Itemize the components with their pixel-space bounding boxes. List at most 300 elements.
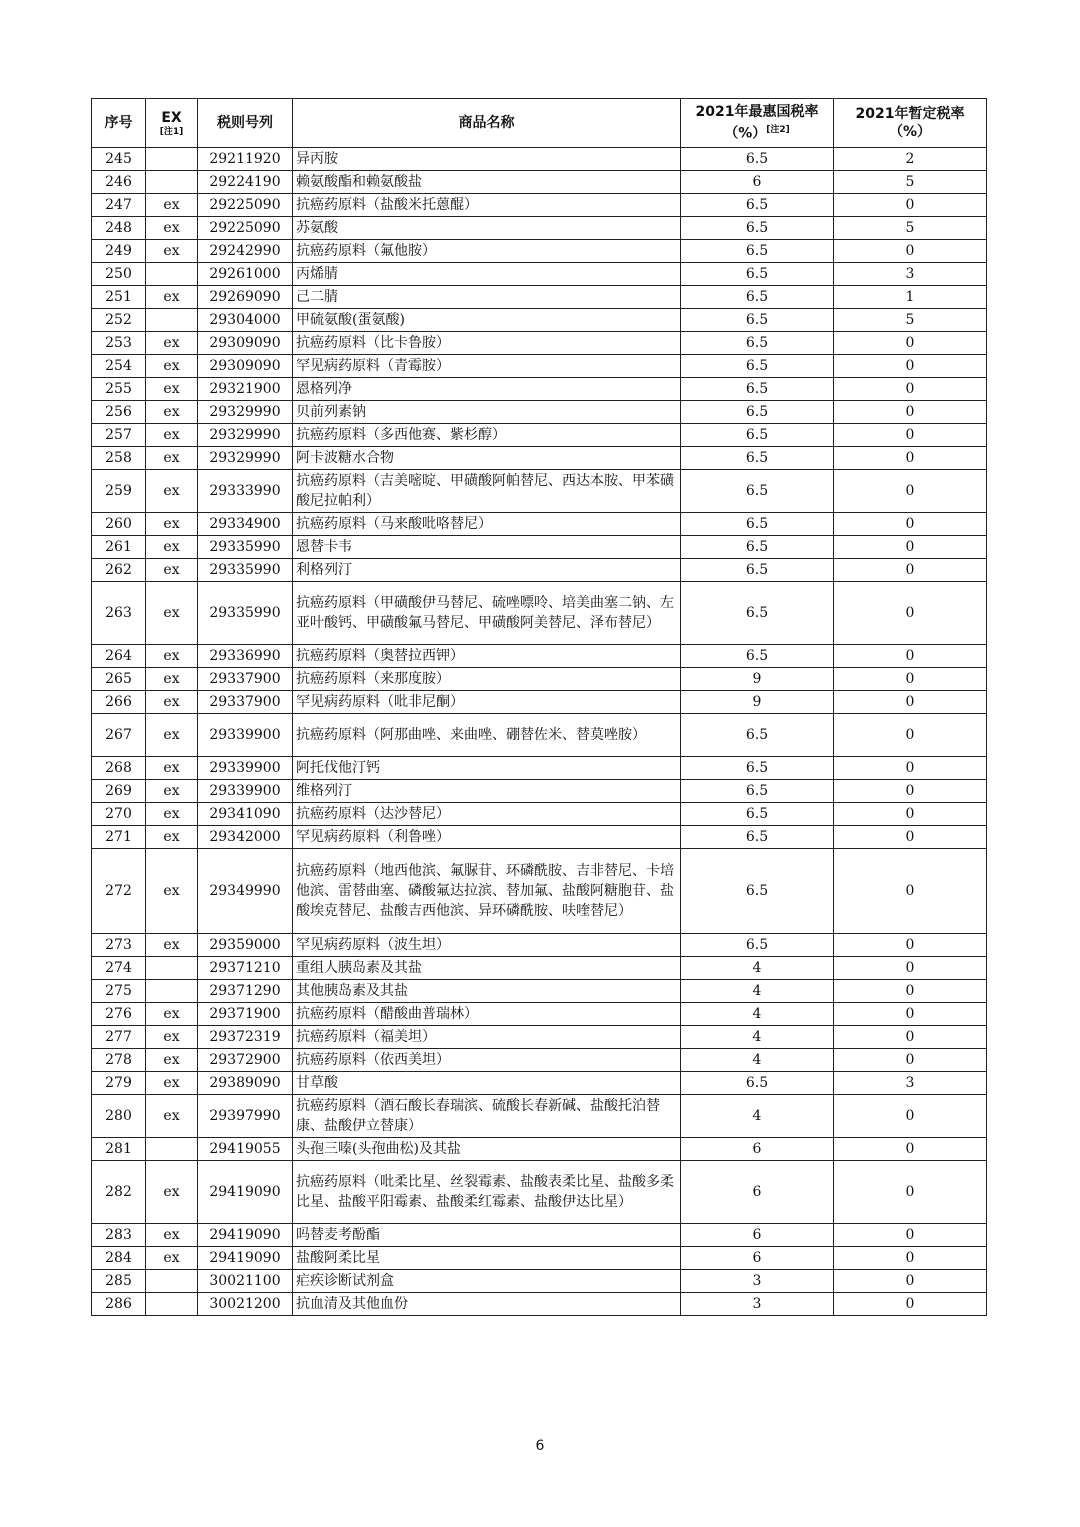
table-row [92,582,987,645]
cell-ex: ex [146,691,198,714]
cell-ex: ex [146,240,198,263]
cell-temp-rate: 0 [834,355,987,378]
cell-ex: ex [146,378,198,401]
cell-code: 29371900 [198,1003,293,1026]
table-row [92,1072,987,1095]
cell-code: 29337900 [198,668,293,691]
cell-name: 抗癌药原料（比卡鲁胺） [293,332,681,355]
cell-name: 异丙胺 [293,148,681,171]
cell-code: 29329990 [198,401,293,424]
cell-name: 抗癌药原料（达沙替尼） [293,803,681,826]
cell-ex [146,1138,198,1161]
table-row [92,286,987,309]
cell-code: 29321900 [198,378,293,401]
cell-temp-rate: 0 [834,757,987,780]
cell-name: 其他胰岛素及其盐 [293,980,681,1003]
cell-code: 29339900 [198,780,293,803]
cell-temp-rate: 5 [834,171,987,194]
cell-ex: ex [146,934,198,957]
table-row [92,378,987,401]
cell-name: 重组人胰岛素及其盐 [293,957,681,980]
cell-ex [146,148,198,171]
cell-ex: ex [146,536,198,559]
cell-seq: 247 [92,194,146,217]
cell-mfn-rate: 6.5 [681,849,834,934]
cell-temp-rate: 0 [834,957,987,980]
cell-ex [146,263,198,286]
table-row [92,668,987,691]
cell-temp-rate: 0 [834,1224,987,1247]
cell-mfn-rate: 6.5 [681,513,834,536]
table-row [92,803,987,826]
cell-code: 29341090 [198,803,293,826]
cell-code: 29309090 [198,332,293,355]
cell-mfn-rate: 6.5 [681,470,834,513]
cell-mfn-rate: 6.5 [681,263,834,286]
table-row [92,424,987,447]
cell-name: 罕见病药原料（利鲁唑） [293,826,681,849]
cell-name: 罕见病药原料（波生坦） [293,934,681,957]
mfn-note: [注2] [766,125,790,136]
cell-name: 恩替卡韦 [293,536,681,559]
cell-name: 抗血清及其他血份 [293,1293,681,1316]
cell-seq: 261 [92,536,146,559]
cell-seq: 260 [92,513,146,536]
cell-code: 29371210 [198,957,293,980]
cell-name: 抗癌药原料（多西他赛、紫杉醇） [293,424,681,447]
cell-code: 29211920 [198,148,293,171]
cell-seq: 245 [92,148,146,171]
cell-name: 头孢三嗪(头孢曲松)及其盐 [293,1138,681,1161]
cell-code: 29242990 [198,240,293,263]
cell-mfn-rate: 6 [681,1247,834,1270]
cell-temp-rate: 5 [834,217,987,240]
cell-name: 维格列汀 [293,780,681,803]
cell-seq: 268 [92,757,146,780]
cell-seq: 278 [92,1049,146,1072]
cell-name: 抗癌药原料（马来酸吡咯替尼） [293,513,681,536]
cell-name: 利格列汀 [293,559,681,582]
cell-seq: 270 [92,803,146,826]
cell-seq: 249 [92,240,146,263]
cell-temp-rate: 1 [834,286,987,309]
cell-mfn-rate: 6.5 [681,645,834,668]
cell-mfn-rate: 4 [681,1095,834,1138]
cell-seq: 255 [92,378,146,401]
col-header-seq: 序号 [92,99,146,148]
cell-mfn-rate: 6.5 [681,355,834,378]
table-row [92,148,987,171]
cell-mfn-rate: 6.5 [681,780,834,803]
cell-code: 29329990 [198,424,293,447]
cell-ex: ex [146,470,198,513]
cell-temp-rate: 0 [834,1293,987,1316]
cell-temp-rate: 0 [834,645,987,668]
table-row [92,1095,987,1138]
cell-seq: 248 [92,217,146,240]
cell-mfn-rate: 6.5 [681,803,834,826]
table-row [92,1138,987,1161]
cell-seq: 246 [92,171,146,194]
table-row [92,513,987,536]
cell-temp-rate: 2 [834,148,987,171]
col-header-temp [834,99,987,148]
table-row [92,1003,987,1026]
cell-ex: ex [146,780,198,803]
cell-temp-rate: 0 [834,1049,987,1072]
cell-seq: 263 [92,582,146,645]
col-header-mfn [681,99,834,148]
temp-line2: （%） [888,124,932,140]
cell-seq: 282 [92,1161,146,1224]
cell-name: 贝前列素钠 [293,401,681,424]
cell-mfn-rate: 6.5 [681,757,834,780]
cell-mfn-rate: 6 [681,171,834,194]
table-row [92,332,987,355]
cell-temp-rate: 0 [834,332,987,355]
cell-seq: 254 [92,355,146,378]
cell-ex: ex [146,1161,198,1224]
cell-seq: 274 [92,957,146,980]
table-row [92,1026,987,1049]
table-row [92,780,987,803]
cell-temp-rate: 0 [834,1026,987,1049]
cell-temp-rate: 3 [834,1072,987,1095]
cell-ex: ex [146,757,198,780]
cell-seq: 258 [92,447,146,470]
cell-code: 29224190 [198,171,293,194]
cell-name: 抗癌药原料（吡柔比星、丝裂霉素、盐酸表柔比星、盐酸多柔比星、盐酸平阳霉素、盐酸柔红霉素、盐酸伊达比星） [293,1161,681,1224]
cell-ex: ex [146,513,198,536]
cell-temp-rate: 0 [834,378,987,401]
cell-code: 29419055 [198,1138,293,1161]
cell-mfn-rate: 9 [681,691,834,714]
cell-seq: 266 [92,691,146,714]
cell-ex: ex [146,559,198,582]
cell-ex: ex [146,447,198,470]
cell-temp-rate: 0 [834,934,987,957]
cell-name: 罕见病药原料（吡非尼酮） [293,691,681,714]
cell-ex [146,957,198,980]
cell-code: 29419090 [198,1224,293,1247]
cell-mfn-rate: 6 [681,1138,834,1161]
page-number: 6 [535,1438,545,1454]
cell-seq: 250 [92,263,146,286]
cell-code: 29333990 [198,470,293,513]
col-header-ex [146,99,198,148]
cell-code: 29329990 [198,447,293,470]
cell-ex: ex [146,1224,198,1247]
cell-code: 29335990 [198,559,293,582]
cell-temp-rate: 0 [834,1247,987,1270]
cell-seq: 267 [92,714,146,757]
cell-temp-rate: 0 [834,401,987,424]
cell-seq: 272 [92,849,146,934]
cell-code: 29397990 [198,1095,293,1138]
cell-ex: ex [146,401,198,424]
cell-mfn-rate: 3 [681,1270,834,1293]
cell-code: 29371290 [198,980,293,1003]
cell-ex: ex [146,217,198,240]
cell-ex: ex [146,714,198,757]
cell-ex: ex [146,668,198,691]
cell-temp-rate: 0 [834,513,987,536]
table-row [92,309,987,332]
table-row [92,1270,987,1293]
cell-code: 29342000 [198,826,293,849]
cell-name: 抗癌药原料（阿那曲唑、来曲唑、硼替佐米、替莫唑胺） [293,714,681,757]
cell-code: 29389090 [198,1072,293,1095]
cell-mfn-rate: 6.5 [681,934,834,957]
cell-temp-rate: 0 [834,240,987,263]
cell-name: 抗癌药原料（来那度胺） [293,668,681,691]
temp-line1: 2021年暂定税率 [855,106,965,122]
table-row [92,1293,987,1316]
cell-temp-rate: 0 [834,780,987,803]
cell-mfn-rate: 6.5 [681,378,834,401]
cell-code: 30021200 [198,1293,293,1316]
cell-ex: ex [146,1072,198,1095]
cell-name: 盐酸阿柔比星 [293,1247,681,1270]
cell-ex [146,1270,198,1293]
cell-seq: 275 [92,980,146,1003]
cell-seq: 279 [92,1072,146,1095]
cell-mfn-rate: 4 [681,1003,834,1026]
cell-code: 29349990 [198,849,293,934]
cell-name: 丙烯腈 [293,263,681,286]
cell-code: 29419090 [198,1161,293,1224]
cell-code: 29309090 [198,355,293,378]
cell-name: 赖氨酸酯和赖氨酸盐 [293,171,681,194]
ex-label: EX [161,109,182,126]
cell-temp-rate: 0 [834,849,987,934]
cell-ex [146,980,198,1003]
cell-code: 29359000 [198,934,293,957]
cell-code: 29225090 [198,217,293,240]
cell-mfn-rate: 6.5 [681,582,834,645]
cell-mfn-rate: 6.5 [681,217,834,240]
col-header-code: 税则号列 [198,99,293,148]
table-row [92,957,987,980]
cell-name: 抗癌药原料（甲磺酸伊马替尼、硫唑嘌呤、培美曲塞二钠、左亚叶酸钙、甲磺酸氟马替尼、甲磺酸阿美替尼、泽布替尼） [293,582,681,645]
cell-mfn-rate: 6.5 [681,309,834,332]
cell-name: 罕见病药原料（青霉胺） [293,355,681,378]
cell-ex: ex [146,194,198,217]
cell-name: 阿托伐他汀钙 [293,757,681,780]
cell-name: 抗癌药原料（盐酸米托蒽醌） [293,194,681,217]
cell-name: 抗癌药原料（地西他滨、氟脲苷、环磷酰胺、吉非替尼、卡培他滨、雷替曲塞、磷酸氟达拉滨、替加氟、盐酸阿糖胞苷、盐酸埃克替尼、盐酸吉西他滨、异环磷酰胺、呋喹替尼） [293,849,681,934]
cell-name: 抗癌药原料（氟他胺） [293,240,681,263]
cell-name: 抗癌药原料（福美坦） [293,1026,681,1049]
cell-code: 29335990 [198,536,293,559]
cell-seq: 264 [92,645,146,668]
cell-seq: 252 [92,309,146,332]
cell-name: 抗癌药原料（吉美嘧啶、甲磺酸阿帕替尼、西达本胺、甲苯磺酸尼拉帕利） [293,470,681,513]
table-row [92,1049,987,1072]
cell-mfn-rate: 6.5 [681,714,834,757]
cell-temp-rate: 0 [834,194,987,217]
cell-seq: 276 [92,1003,146,1026]
table-row [92,826,987,849]
cell-seq: 265 [92,668,146,691]
cell-ex: ex [146,1095,198,1138]
cell-temp-rate: 0 [834,803,987,826]
cell-temp-rate: 0 [834,1003,987,1026]
cell-name: 恩格列净 [293,378,681,401]
cell-name: 吗替麦考酚酯 [293,1224,681,1247]
cell-ex: ex [146,1247,198,1270]
cell-temp-rate: 0 [834,424,987,447]
mfn-line2: （%） [724,125,767,142]
cell-seq: 284 [92,1247,146,1270]
cell-mfn-rate: 6.5 [681,401,834,424]
cell-mfn-rate: 6.5 [681,148,834,171]
cell-code: 29339900 [198,714,293,757]
table-row [92,559,987,582]
table-row [92,934,987,957]
cell-code: 29269090 [198,286,293,309]
cell-ex: ex [146,1049,198,1072]
table-row [92,470,987,513]
cell-code: 29225090 [198,194,293,217]
cell-temp-rate: 0 [834,980,987,1003]
cell-code: 29339900 [198,757,293,780]
cell-seq: 277 [92,1026,146,1049]
cell-code: 29419090 [198,1247,293,1270]
cell-temp-rate: 0 [834,714,987,757]
table-row [92,194,987,217]
cell-name: 抗癌药原料（依西美坦） [293,1049,681,1072]
cell-ex [146,171,198,194]
table-row [92,447,987,470]
cell-ex [146,309,198,332]
cell-temp-rate: 0 [834,559,987,582]
cell-temp-rate: 5 [834,309,987,332]
cell-name: 甘草酸 [293,1072,681,1095]
cell-ex: ex [146,803,198,826]
cell-mfn-rate: 6.5 [681,194,834,217]
cell-temp-rate: 0 [834,1138,987,1161]
cell-name: 抗癌药原料（醋酸曲普瑞林） [293,1003,681,1026]
cell-mfn-rate: 6.5 [681,447,834,470]
cell-mfn-rate: 6.5 [681,1072,834,1095]
cell-mfn-rate: 6.5 [681,240,834,263]
mfn-line1: 2021年最惠国税率 [695,104,819,121]
cell-mfn-rate: 4 [681,980,834,1003]
cell-ex: ex [146,826,198,849]
cell-ex: ex [146,849,198,934]
cell-name: 疟疾诊断试剂盒 [293,1270,681,1293]
table-body [92,148,987,1316]
cell-seq: 273 [92,934,146,957]
cell-name: 甲硫氨酸(蛋氨酸) [293,309,681,332]
table-row [92,171,987,194]
cell-name: 阿卡波糖水合物 [293,447,681,470]
cell-seq: 251 [92,286,146,309]
cell-temp-rate: 0 [834,470,987,513]
table-row [92,645,987,668]
table-row [92,355,987,378]
cell-mfn-rate: 6.5 [681,286,834,309]
table-row [92,714,987,757]
cell-temp-rate: 0 [834,826,987,849]
cell-mfn-rate: 9 [681,668,834,691]
cell-temp-rate: 0 [834,1095,987,1138]
cell-mfn-rate: 4 [681,1026,834,1049]
cell-name: 抗癌药原料（奥替拉西钾） [293,645,681,668]
cell-mfn-rate: 6 [681,1224,834,1247]
cell-ex: ex [146,355,198,378]
ex-note: [注1] [159,126,184,137]
cell-seq: 271 [92,826,146,849]
cell-seq: 259 [92,470,146,513]
cell-code: 29372319 [198,1026,293,1049]
table-row [92,217,987,240]
cell-code: 29334900 [198,513,293,536]
cell-temp-rate: 0 [834,1161,987,1224]
table-row [92,691,987,714]
cell-ex: ex [146,645,198,668]
cell-code: 29335990 [198,582,293,645]
cell-mfn-rate: 3 [681,1293,834,1316]
table-row [92,980,987,1003]
cell-seq: 253 [92,332,146,355]
cell-temp-rate: 0 [834,668,987,691]
cell-name: 抗癌药原料（酒石酸长春瑞滨、硫酸长春新碱、盐酸托泊替康、盐酸伊立替康） [293,1095,681,1138]
table-row [92,536,987,559]
header-row [92,99,987,148]
cell-mfn-rate: 4 [681,957,834,980]
cell-code: 29336990 [198,645,293,668]
cell-ex: ex [146,286,198,309]
cell-seq: 262 [92,559,146,582]
cell-mfn-rate: 6 [681,1161,834,1224]
cell-mfn-rate: 4 [681,1049,834,1072]
table-row [92,849,987,934]
table-row [92,1161,987,1224]
cell-temp-rate: 0 [834,536,987,559]
cell-ex: ex [146,1026,198,1049]
table-row [92,1224,987,1247]
cell-code: 29261000 [198,263,293,286]
cell-mfn-rate: 6.5 [681,424,834,447]
cell-ex: ex [146,424,198,447]
cell-seq: 280 [92,1095,146,1138]
cell-name: 苏氨酸 [293,217,681,240]
cell-temp-rate: 3 [834,263,987,286]
cell-code: 29304000 [198,309,293,332]
cell-mfn-rate: 6.5 [681,559,834,582]
cell-seq: 256 [92,401,146,424]
cell-ex: ex [146,582,198,645]
cell-temp-rate: 0 [834,691,987,714]
table-row [92,263,987,286]
cell-ex: ex [146,332,198,355]
cell-temp-rate: 0 [834,1270,987,1293]
cell-seq: 286 [92,1293,146,1316]
cell-seq: 257 [92,424,146,447]
col-header-name: 商品名称 [293,99,681,148]
table-row [92,757,987,780]
cell-seq: 269 [92,780,146,803]
table-row [92,401,987,424]
cell-mfn-rate: 6.5 [681,826,834,849]
cell-code: 29337900 [198,691,293,714]
cell-seq: 283 [92,1224,146,1247]
cell-temp-rate: 0 [834,582,987,645]
cell-ex [146,1293,198,1316]
cell-code: 29372900 [198,1049,293,1072]
